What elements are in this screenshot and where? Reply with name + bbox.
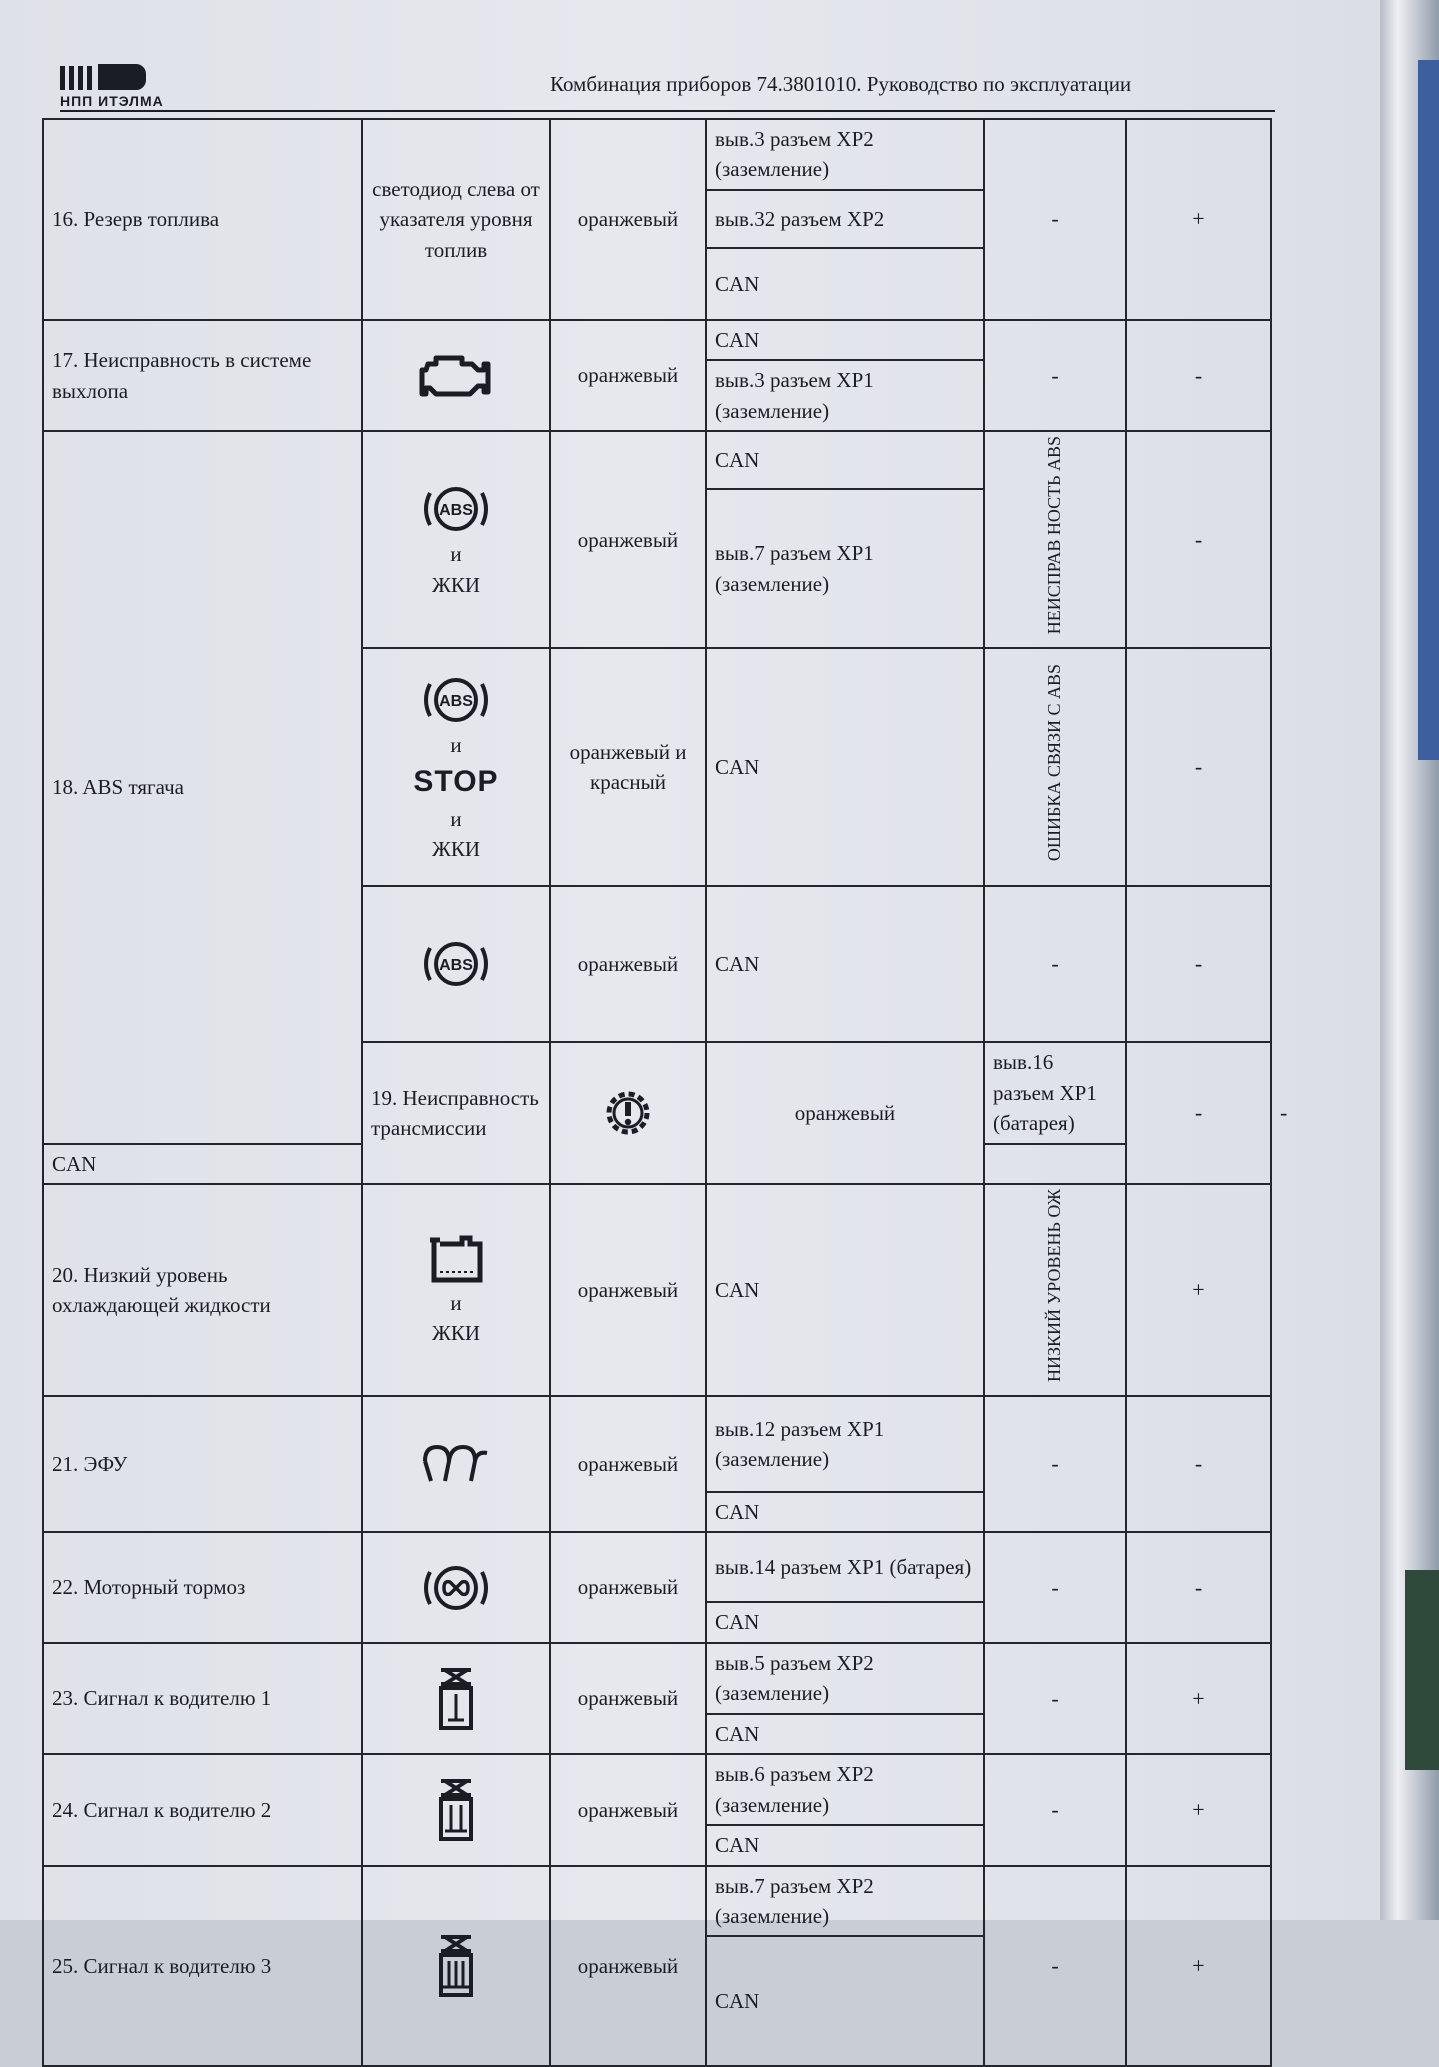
- stop-label: STOP: [413, 765, 499, 799]
- row-18b-and-2: и: [450, 806, 462, 831]
- row-20-lcd: ЖКИ: [432, 1321, 480, 1346]
- abs-icon: [418, 672, 494, 728]
- row-19-name: 19. Неисправность трансмиссии: [362, 1042, 550, 1184]
- engine-brake-icon: [418, 1560, 494, 1616]
- table-row-21: [43, 1396, 1271, 1492]
- svg-text:ABS: ABS: [439, 957, 473, 975]
- row-19-signal: [550, 1042, 706, 1184]
- row-24-col6: +: [1126, 1754, 1271, 1865]
- engine-check-icon: [418, 350, 494, 402]
- row-18a-and: и: [450, 542, 462, 567]
- row-16-name: 16. Резерв топлива: [43, 119, 362, 320]
- background-object-blue: [1418, 60, 1439, 760]
- row-23-col6: +: [1126, 1643, 1271, 1754]
- company-logo: [60, 62, 190, 114]
- row-18b-col5: [984, 648, 1126, 886]
- page-title: Комбинация приборов 74.3801010. Руководство по эксплуатации: [550, 72, 1132, 96]
- row-24-color: оранжевый: [550, 1754, 706, 1865]
- row-20-and: и: [450, 1290, 462, 1315]
- row-24-name: 24. Сигнал к водителю 2: [43, 1754, 362, 1865]
- row-25-col5: -: [984, 1866, 1126, 2067]
- row-19-source-1: выв.16 разъем XP1 (батарея): [984, 1042, 1126, 1143]
- row-22-name: 22. Моторный тормоз: [43, 1532, 362, 1642]
- row-23-col5: -: [984, 1643, 1126, 1754]
- glow-plug-icon: [419, 1441, 493, 1487]
- page-header: [60, 58, 1275, 118]
- row-18a-col5: [984, 431, 1126, 648]
- row-19-source-2: CAN: [43, 1144, 362, 1184]
- row-19-color: оранжевый: [706, 1042, 984, 1184]
- row-21-source-2: CAN: [706, 1492, 984, 1532]
- row-16-col6: +: [1126, 119, 1271, 320]
- row-18c-col5: -: [984, 886, 1126, 1042]
- row-22-col6: -: [1126, 1532, 1271, 1642]
- row-17-name: 17. Неисправность в системе выхлопа: [43, 320, 362, 431]
- row-18c-col6: -: [1126, 886, 1271, 1042]
- row-17-signal: [362, 320, 550, 431]
- row-16-col5: -: [984, 119, 1126, 320]
- row-16-source-2: выв.32 разъем XP2: [706, 190, 984, 248]
- background-object-green: [1405, 1570, 1439, 1770]
- svg-text:ABS: ABS: [439, 502, 473, 520]
- row-22-source-2: CAN: [706, 1602, 984, 1642]
- row-21-color: оранжевый: [550, 1396, 706, 1532]
- row-16-color: оранжевый: [550, 119, 706, 320]
- table-row-17: [43, 320, 1271, 360]
- row-17-source-2: выв.3 разъем XP1 (заземление): [706, 360, 984, 431]
- row-17-source-1: CAN: [706, 320, 984, 360]
- row-18c-signal: [362, 886, 550, 1042]
- row-21-col6: -: [1126, 1396, 1271, 1532]
- row-22-signal: [362, 1532, 550, 1642]
- driver-signal-1-icon: [431, 1664, 481, 1734]
- row-17-col6: -: [1126, 320, 1271, 431]
- abs-icon: [418, 936, 494, 992]
- row-18a-color: оранжевый: [550, 431, 706, 648]
- row-18b-color: оранжевый и красный: [550, 648, 706, 886]
- row-18a-signal: [362, 431, 550, 648]
- row-18b-col5-text: ОШИБКА СВЯЗИ С ABS: [1044, 664, 1065, 862]
- row-18b-source-1: CAN: [706, 648, 984, 886]
- row-18a-source-1: CAN: [706, 431, 984, 489]
- row-18a-lcd: ЖКИ: [432, 572, 480, 597]
- row-21-source-1: выв.12 разъем XP1 (заземление): [706, 1396, 984, 1492]
- row-17-col5: -: [984, 320, 1126, 431]
- row-24-signal: [362, 1754, 550, 1865]
- row-18b-and-1: и: [450, 732, 462, 757]
- row-25-source-2: CAN: [706, 1936, 984, 2066]
- row-20-source-1: CAN: [706, 1184, 984, 1396]
- row-21-name: 21. ЭФУ: [43, 1396, 362, 1532]
- row-18a-col6: -: [1126, 431, 1271, 648]
- row-22-col5: -: [984, 1532, 1126, 1642]
- row-18c-color: оранжевый: [550, 886, 706, 1042]
- row-25-color: оранжевый: [550, 1866, 706, 2067]
- row-16-source-3: CAN: [706, 248, 984, 320]
- row-25-source-1: выв.7 разъем XP2 (заземление): [706, 1866, 984, 1937]
- row-23-source-1: выв.5 разъем XP2 (заземление): [706, 1643, 984, 1714]
- svg-text:ABS: ABS: [439, 692, 473, 710]
- transmission-gear-warning-icon: [598, 1083, 658, 1143]
- table-row-22: [43, 1532, 1271, 1602]
- row-23-name: 23. Сигнал к водителю 1: [43, 1643, 362, 1754]
- row-18b-col6: -: [1126, 648, 1271, 886]
- row-24-source-2: CAN: [706, 1825, 984, 1865]
- row-18c-source-1: CAN: [706, 886, 984, 1042]
- row-19-col5: -: [1126, 1042, 1271, 1184]
- row-18a-source-2: выв.7 разъем XP1 (заземление): [706, 489, 984, 649]
- row-20-col5-text: НИЗКИЙ УРОВЕНЬ ОЖ: [1044, 1189, 1065, 1383]
- coolant-tank-icon: [424, 1234, 488, 1286]
- table-row-18a: [43, 431, 1271, 489]
- row-20-col5: [984, 1184, 1126, 1396]
- driver-signal-3-icon: [431, 1931, 481, 2001]
- row-18b-signal: [362, 648, 550, 886]
- row-20-color: оранжевый: [550, 1184, 706, 1396]
- driver-signal-2-icon: [431, 1775, 481, 1845]
- row-18-name: 18. ABS тягача: [43, 431, 362, 1143]
- row-24-source-1: выв.6 разъем XP2 (заземление): [706, 1754, 984, 1825]
- row-23-source-2: CAN: [706, 1714, 984, 1754]
- row-25-signal: [362, 1866, 550, 2067]
- row-16-source-1: выв.3 разъем XP2 (заземление): [706, 119, 984, 190]
- row-22-source-1: выв.14 разъем XP1 (батарея): [706, 1532, 984, 1602]
- row-23-color: оранжевый: [550, 1643, 706, 1754]
- row-20-col6: +: [1126, 1184, 1271, 1396]
- table-row-23: [43, 1643, 1271, 1714]
- table-row-25: [43, 1866, 1271, 1937]
- header-divider: [60, 110, 1275, 112]
- row-24-col5: -: [984, 1754, 1126, 1865]
- row-25-col6: +: [1126, 1866, 1271, 2067]
- indicator-table: [42, 118, 1272, 2067]
- row-22-color: оранжевый: [550, 1532, 706, 1642]
- row-21-signal: [362, 1396, 550, 1532]
- row-20-signal: [362, 1184, 550, 1396]
- row-23-signal: [362, 1643, 550, 1754]
- row-21-col5: -: [984, 1396, 1126, 1532]
- abs-icon: [418, 481, 494, 537]
- row-25-name: 25. Сигнал к водителю 3: [43, 1866, 362, 2067]
- row-20-name: 20. Низкий уровень охлаждающей жидкости: [43, 1184, 362, 1396]
- table-row-20: [43, 1184, 1271, 1396]
- row-17-color: оранжевый: [550, 320, 706, 431]
- logo-mark: [60, 62, 190, 90]
- logo-text: НПП ИТЭЛМА: [60, 93, 164, 109]
- row-18a-col5-text: НЕИСПРАВ НОСТЬ ABS: [1044, 436, 1065, 635]
- row-18b-lcd: ЖКИ: [432, 837, 480, 862]
- table-row-24: [43, 1754, 1271, 1825]
- row-16-signal: светодиод слева от указателя уровня топлив: [362, 119, 550, 320]
- table-row-16: [43, 119, 1271, 190]
